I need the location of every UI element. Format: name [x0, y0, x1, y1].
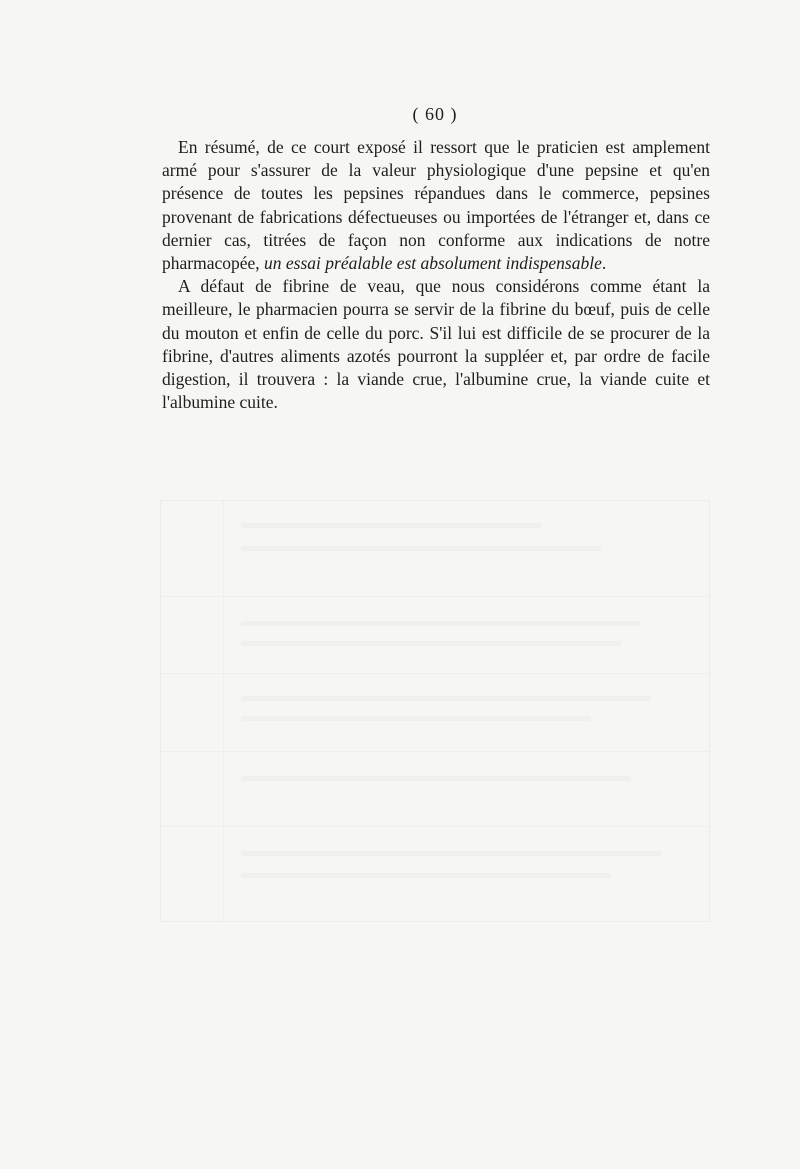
show-through-smudge [241, 851, 661, 856]
page-number: ( 60 ) [412, 104, 458, 124]
show-through-smudge [241, 716, 591, 721]
show-through-table [160, 500, 710, 922]
show-through-column-rule [223, 501, 224, 921]
paragraph-summary-emphasis: un essai préalable est absolument indispensable [264, 253, 602, 274]
show-through-smudge [241, 696, 651, 701]
show-through-row-rule [161, 596, 709, 597]
show-through-smudge [241, 776, 631, 781]
body-text [162, 136, 710, 414]
show-through-smudge [241, 546, 601, 551]
paragraph-fibrine: A défaut de fibrine de veau, que nous considérons comme étant la meilleure, le pharmacien pourra se servir de la fibrine du bœuf, puis de celle du mouton et enfin de celle du porc. S'il lui est difficile de se procurer de la fibrine, d'autres aliments azotés pourront la suppléer et, par ordre de facile digestion, il trouvera : la viande crue, l'albumine crue, la viande cuite et l'albumine cuite. [162, 276, 710, 413]
show-through-smudge [241, 873, 611, 878]
show-through-smudge [241, 523, 541, 528]
paragraph-summary [162, 136, 710, 275]
show-through-row-rule [161, 826, 709, 827]
paragraph-summary-text: En résumé, de ce court exposé il ressort que le praticien est amplement armé pour s'assurer de la valeur physiologique d'une pepsine et qu'en présence de toutes les pepsines répandues dans le commerce, pepsines provenant de fabrications défectueuses ou importées de l'étranger et, dans ce dernier cas, titrées de façon non conforme aux indications de notre pharmacopée, [162, 137, 710, 274]
paragraph-summary-end: . [601, 253, 607, 274]
show-through-smudge [241, 621, 641, 626]
show-through-row-rule [161, 751, 709, 752]
show-through-row-rule [161, 673, 709, 674]
show-through-smudge [241, 641, 621, 646]
